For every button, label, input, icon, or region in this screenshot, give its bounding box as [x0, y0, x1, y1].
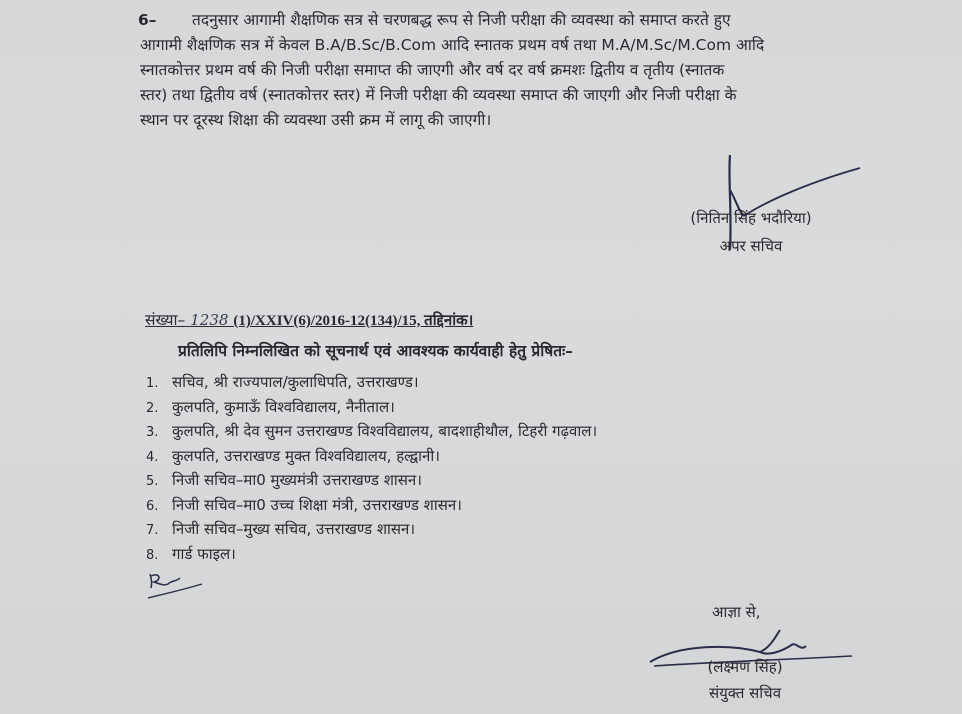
signatory-1-name: (नितिन सिंह भदौरिया): [690, 209, 812, 227]
list-item: 1. सचिव, श्री राज्यपाल/कुलाधिपति, उत्तराखण्ड।: [146, 373, 419, 391]
paragraph-line: स्तर) तथा द्वितीय वर्ष (स्नातकोत्तर स्तर) में निजी परीक्षा की व्यवस्था समाप्त की जाएगी और निजी परीक्षा के: [140, 86, 737, 104]
list-item: 6. निजी सचिव–मा0 उच्च शिक्षा मंत्री, उत्तराखण्ड शासन।: [146, 495, 462, 514]
order-text: आज्ञा से,: [712, 603, 761, 621]
recipient-list: [146, 372, 597, 568]
paragraph-line: तदनुसार आगामी शैक्षणिक सत्र से चरणबद्ध रूप से निजी परीक्षा की व्यवस्था को समाप्त करते हुए: [192, 11, 731, 29]
signatory-2-designation: संयुक्त सचिव: [708, 684, 782, 702]
signatory-2-name: (लक्ष्मण सिंह): [707, 658, 783, 676]
paragraph-line: आगामी शैक्षणिक सत्र में केवल B.A/B.Sc/B.Com आदि स्नातक प्रथम वर्ष तथा M.A/M.Sc/M.Com आदि: [140, 36, 765, 54]
reference-rest: (1)/XXIV(6)/2016-12(134)/15, तद्दिनांक।: [233, 313, 474, 329]
list-item: 4. कुलपति, उत्तराखण्ड मुक्त विश्वविद्यालय, हल्द्वानी।: [146, 446, 440, 465]
handwritten-initial: [146, 566, 206, 602]
paragraph-line: स्नातकोत्तर प्रथम वर्ष की निजी परीक्षा समाप्त की जाएगी और वर्ष दर वर्ष क्रमशः द्वितीय व तृतीय (स्नातक: [140, 61, 725, 79]
reference-handwritten-number: 1238: [190, 311, 229, 329]
paragraph-6: [140, 8, 872, 133]
list-item: 5. निजी सचिव–मा0 मुख्यमंत्री उत्तराखण्ड शासन।: [146, 471, 422, 489]
copy-intro: प्रतिलिपि निम्नलिखित को सूचनार्थ एवं आवश्यक कार्यवाही हेतु प्रेषितः–: [178, 342, 573, 360]
signatory-2: [690, 654, 800, 706]
list-item: 7. निजी सचिव–मुख्य सचिव, उत्तराखण्ड शासन।: [146, 520, 416, 538]
list-item: 3. कुलपति, श्री देव सुमन उत्तराखण्ड विश्वविद्यालय, बादशाहीथौल, टिहरी गढ़वाल।: [146, 422, 598, 440]
signatory-1: [676, 204, 826, 260]
signatory-1-designation: अपर सचिव: [719, 237, 783, 255]
reference-prefix: संख्या–: [145, 311, 186, 329]
list-item: 2. कुलपति, कुमाऊँ विश्वविद्यालय, नैनीताल।: [146, 397, 395, 416]
paragraph-number: 6–: [138, 11, 157, 29]
reference-line: [145, 308, 473, 330]
list-item: 8. गार्ड फाइल।: [146, 544, 236, 563]
paragraph-line: स्थान पर दूरस्थ शिक्षा की व्यवस्था उसी क्रम में लागू की जाएगी।: [140, 111, 492, 129]
